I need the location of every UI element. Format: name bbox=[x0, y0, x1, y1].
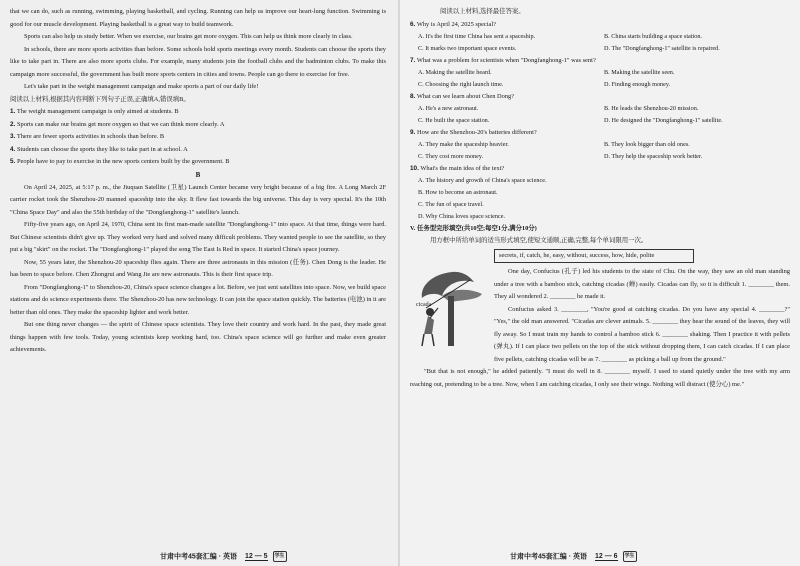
option-a[interactable]: A. Making the satellite heard. bbox=[418, 68, 492, 76]
question-number: 7. bbox=[410, 56, 416, 64]
word-box: secrets, if, catch, he, easy, without, success, how, hide, polite bbox=[494, 249, 694, 263]
option-b[interactable]: B. Making the satellite seen. bbox=[604, 68, 675, 76]
statement-text: Students can choose the sports they like to take part in at school. A bbox=[16, 145, 188, 153]
option-d[interactable]: D. Why China loves space science. bbox=[418, 212, 505, 220]
statement-number: 3. bbox=[10, 133, 16, 140]
option-d[interactable]: D. He designed the "Dongfanghong-1" satellite. bbox=[604, 116, 723, 124]
option-c[interactable]: C. Choosing the right launch time. bbox=[418, 80, 504, 88]
question-item bbox=[410, 127, 790, 163]
statement-text: The weight management campaign is only aimed at students. B bbox=[16, 108, 179, 115]
question-text: How are the Shenzhou-20's batteries different? bbox=[416, 128, 537, 136]
page-footer bbox=[510, 551, 637, 562]
statement-text: People have to pay to exercise in the new sports centers built by the government. B bbox=[16, 158, 230, 165]
publisher-logo-icon: 学生 bbox=[623, 551, 637, 562]
instruction-text: 阅读以上材料,根据其内容判断下列句子正误,正确填A,错误填B。 bbox=[10, 95, 190, 103]
option-d[interactable]: D. They help the spaceship work better. bbox=[604, 152, 703, 160]
cloze-passage bbox=[410, 266, 790, 391]
question-number: 10. bbox=[410, 164, 419, 172]
illustration-label: cicada bbox=[416, 302, 432, 308]
option-b[interactable]: B. They look bigger than old ones. bbox=[604, 140, 690, 148]
statement-item bbox=[10, 106, 386, 119]
passage-paragraph: Now, 55 years later, the Shenzhou-20 spaceship flies again. There are three astronauts in this mission (任务). Chen Dong is the leader. He has been to space before. Chen Zhongrui and Wang Jie are new astronauts. This is their first space trip. bbox=[10, 258, 386, 278]
option-c[interactable]: C. He built the space station. bbox=[418, 116, 490, 124]
option-c[interactable]: C. The fun of space travel. bbox=[418, 200, 484, 208]
instruction-text: 用方框中所给单词的适当形式填空,使短文通顺,正确,完整,每个单词限用一次。 bbox=[430, 236, 648, 244]
statement-text: There are fewer sports activities in schools than before. B bbox=[16, 133, 165, 140]
question-text: Why is April 24, 2025 special? bbox=[416, 20, 496, 28]
true-false-list bbox=[10, 106, 386, 169]
question-item bbox=[410, 19, 790, 55]
option-c[interactable]: C. They cost more money. bbox=[418, 152, 484, 160]
question-text: What's the main idea of the text? bbox=[420, 164, 505, 172]
page-number: 12 — 6 bbox=[594, 553, 618, 561]
statement-text: Sports can make our brains get more oxygen so that we can think more clearly. A bbox=[16, 120, 225, 128]
cloze-paragraph: "But that is not enough," he added patiently. "I must do well in 8. ________ myself. I used to stand quietly under the tree with my arm reaching out, pretending to be a tree. Now, when I am catching cicadas, I only see their wings. Nothing will distract (使分心) me." bbox=[410, 368, 790, 388]
left-page bbox=[0, 0, 398, 566]
question-number: 9. bbox=[410, 128, 416, 136]
page-footer bbox=[160, 551, 287, 562]
question-item bbox=[410, 55, 790, 91]
publisher-logo-icon: 学生 bbox=[273, 551, 287, 562]
statement-number: 1. bbox=[10, 108, 16, 115]
statement-item bbox=[10, 119, 386, 132]
right-page bbox=[400, 0, 800, 566]
cloze-paragraph: Confucius asked 3. ________, "You're good at catching cicadas. Do you have any special 4. ________?" "Yes," the old man answered. "Cicadas are clever animals. 5. ________ they hear the sound of the leaves, they will fly away. So I must train my hands to control a bamboo stick 6. ________ shaking. Then I practice it with pellets (弹丸). If I can place two pellets on the top of the stick without dropping them, I can catch cicadas. If I can place five pellets, catching cicadas will be as 7. ________ as picking a ball up from the ground." bbox=[494, 305, 790, 363]
question-text: What can we learn about Chen Dong? bbox=[416, 92, 515, 100]
passage-paragraph: Sports can also help us study better. When we exercise, our brains get more oxygen. This can help us think more clearly in class. bbox=[24, 33, 353, 40]
option-b[interactable]: B. China starts building a space station. bbox=[604, 32, 702, 40]
passage-paragraph: But one thing never changes — the spirit of Chinese space scientists. They love their country and work hard. In the past, they made great things happen with few tools. Today, young scientists keep working hard, too. China's space science will go further and make even greater achievements. bbox=[10, 321, 386, 353]
footer-title: 甘肃中考45套汇编 · 英语 bbox=[510, 553, 588, 561]
question-text: What was a problem for scientists when "Dongfanghong-1" was sent? bbox=[416, 56, 596, 64]
passage-paragraph: From "Dongfanghong-1" to Shenzhou-20, China's space science changes a lot. Before, we just sent satellites into space. Now, we build space stations and do science experiments there. The Shenzhou-20 has new technology. It can join the space station quickly. The batteries (电池) in it are better than old ones. They make the spaceship lighter and work better. bbox=[10, 283, 386, 316]
passage-paragraph: Fifty-five years ago, on April 24, 1970, China sent its first man-made satellite "Dongfanghong-1" into space. At that time, things were hard. But Chinese scientists didn't give up. They worked very hard and solved many difficult problems. They wanted people to see the satellite, so they put a big "skirt" on the rocket. The "Dongfanghong-1" played the song The East Is Red in space. It started China's space journey. bbox=[10, 221, 386, 253]
old-man-catching-cicadas-illustration bbox=[412, 268, 490, 348]
section-heading: V. 任务型完形填空(共10空;每空1分,满分10分) bbox=[410, 224, 537, 232]
passage-paragraph: Let's take part in the weight management campaign and make sports a part of our daily life! bbox=[24, 83, 259, 90]
option-d[interactable]: D. The "Dongfanghong-1" satellite is repaired. bbox=[604, 44, 720, 52]
question-item bbox=[410, 163, 790, 223]
question-number: 6. bbox=[410, 20, 416, 28]
passage-paragraph: On April 24, 2025, at 5:17 p. m., the Jiuquan Satellite (卫星) Launch Center became very bright because of a big fire. A Long March 2F carrier rocket took the Shenzhou-20 manned spaceship into the sky. It flew fast towards the big universe. This day is very special. It's the 10th "China Space Day" and also the 55th birthday of the "Dongfanghong-1" satellite's launch. bbox=[10, 183, 386, 216]
option-d[interactable]: D. Finding enough money. bbox=[604, 80, 671, 88]
option-a[interactable]: A. The history and growth of China's space science. bbox=[418, 176, 547, 184]
option-a[interactable]: A. They make the spaceship heavier. bbox=[418, 140, 509, 148]
option-b[interactable]: B. He leads the Shenzhou-20 mission. bbox=[604, 104, 699, 112]
footer-title: 甘肃中考45套汇编 · 英语 bbox=[160, 553, 238, 561]
instruction-text: 阅读以上材料,选择最佳答案。 bbox=[440, 8, 525, 15]
statement-number: 5. bbox=[10, 158, 16, 165]
passage-paragraph: In schools, there are more sports activities than before. Some schools hold sports meetings every month. Students can choose the sports they like to take part in. There are also more sports clubs. For example, many students join the football clubs and the badminton clubs. To make this campaign more successful, the government has built more sports centers in cities and towns. People can go there to exercise for free. bbox=[10, 45, 386, 78]
statement-item bbox=[10, 156, 386, 169]
statement-number: 2. bbox=[10, 120, 16, 128]
statement-number: 4. bbox=[10, 145, 16, 153]
section-heading: B bbox=[195, 170, 201, 179]
cloze-paragraph: One day, Confucius (孔子) led his students to the state of Chu. On the way, they saw an old man standing under a tree with a bamboo stick, catching cicadas (蝉) easily. Cicadas can fly, so it is difficult 1. ________ them. They all wondered 2. ________ he made it. bbox=[494, 268, 790, 300]
option-c[interactable]: C. It marks two important space events. bbox=[418, 44, 517, 52]
passage-paragraph: that we can do, such as running, swimming, playing basketball, and cycling. Running can help us improve our heart-lung function. Swimming is good for our muscle development. Playing basketball is a great way to build teamwork. bbox=[10, 8, 386, 28]
question-item bbox=[410, 91, 790, 127]
statement-item bbox=[10, 131, 386, 144]
option-b[interactable]: B. How to become an astronaut. bbox=[418, 188, 498, 196]
option-a[interactable]: A. He's a new astronaut. bbox=[418, 104, 479, 112]
page-number: 12 — 5 bbox=[244, 553, 268, 561]
statement-item bbox=[10, 144, 386, 157]
option-a[interactable]: A. It's the first time China has sent a spaceship. bbox=[418, 32, 536, 40]
question-number: 8. bbox=[410, 92, 416, 100]
